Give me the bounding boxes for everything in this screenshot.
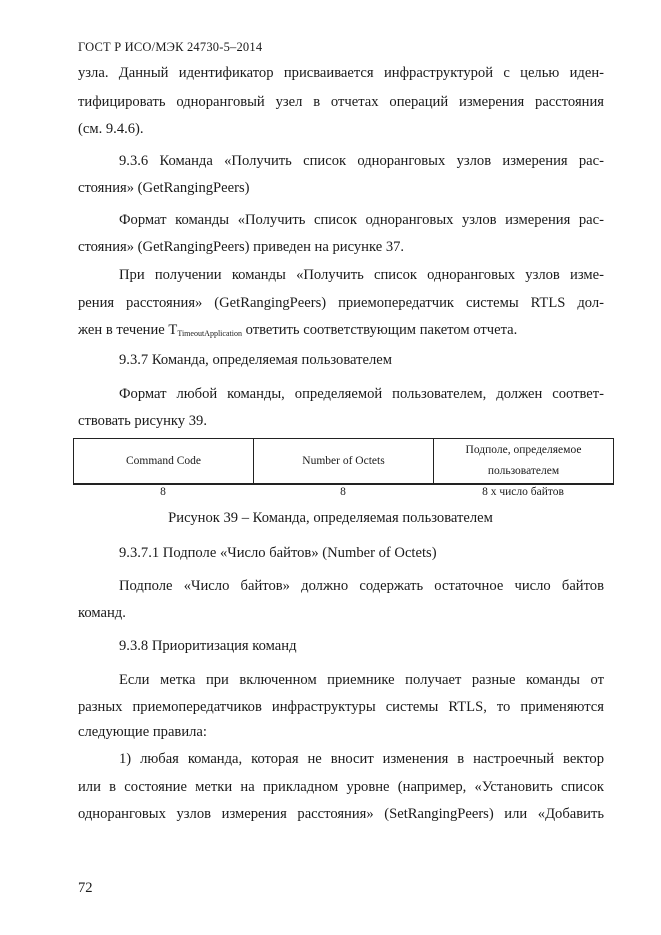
text-line: следующие правила: (78, 724, 207, 740)
document-header: ГОСТ Р ИСО/МЭК 24730-5–2014 (78, 40, 263, 54)
cell-command-code: Command Code (74, 439, 254, 485)
text-line: или в состояние метки на прикладном уровне (например, «Установить список (78, 779, 604, 795)
section-9-3-7-1-heading: 9.3.7.1 Подполе «Число байтов» (Number of Octets) (119, 545, 437, 561)
text-line: При получении команды «Получить список одноранговых узлов изме- (119, 267, 604, 283)
field-size-label: 8 (340, 486, 346, 498)
text-line: Подполе «Число байтов» должно содержать остаточное число байтов (119, 578, 604, 594)
text-line: Если метка при включенном приемнике получает разные команды от (119, 672, 604, 688)
field-size-label: 8 (160, 486, 166, 498)
section-9-3-7-heading: 9.3.7 Команда, определяемая пользователем (119, 352, 392, 368)
figure-caption: Рисунок 39 – Команда, определяемая пользователем (168, 510, 493, 526)
text-line (78, 320, 604, 344)
text-line: рения расстояния» (GetRangingPeers) приемопередатчик системы RTLS дол- (78, 295, 604, 311)
table-row (74, 439, 614, 485)
subscript-timeout-application: TimeoutApplication (177, 329, 242, 338)
text-line: тифицировать одноранговый узел в отчетах операций измерения расстояния (78, 94, 604, 110)
cell-user-subfield: Подполе, определяемое пользователем (434, 439, 614, 485)
text-line: стояния» (GetRangingPeers) (78, 180, 250, 196)
page-number: 72 (78, 880, 93, 896)
text-line: 1) любая команда, которая не вносит изменения в настроечный вектор (119, 751, 604, 767)
text-line: ствовать рисунку 39. (78, 413, 207, 429)
text-line: команд. (78, 605, 126, 621)
text-line: разных приемопередатчиков инфраструктуры системы RTLS, то применяются (78, 699, 604, 715)
text-line: одноранговых узлов измерения расстояния» (SetRangingPeers) или «Добавить (78, 806, 604, 822)
text-fragment: ответить соответствующим пакетом отчета. (241, 322, 518, 338)
section-9-3-8-heading: 9.3.8 Приоритизация команд (119, 638, 297, 654)
text-line: Формат команды «Получить список одноранговых узлов измерения рас- (119, 212, 604, 228)
cell-number-of-octets: Number of Octets (254, 439, 434, 485)
text-line: 9.3.6 Команда «Получить список одноранговых узлов измерения рас- (119, 153, 604, 169)
text-line: (см. 9.4.6). (78, 121, 144, 137)
text-line: Формат любой команды, определяемой пользователем, должен соответ- (119, 386, 604, 402)
field-size-label: 8 x число байтов (482, 486, 564, 498)
text-line: стояния» (GetRangingPeers) приведен на рисунке 37. (78, 239, 405, 255)
figure-39-table (73, 438, 614, 485)
text-fragment: жен в течение T (78, 322, 178, 338)
text-line: узла. Данный идентификатор присваивается инфраструктурой с целью иден- (78, 65, 604, 81)
